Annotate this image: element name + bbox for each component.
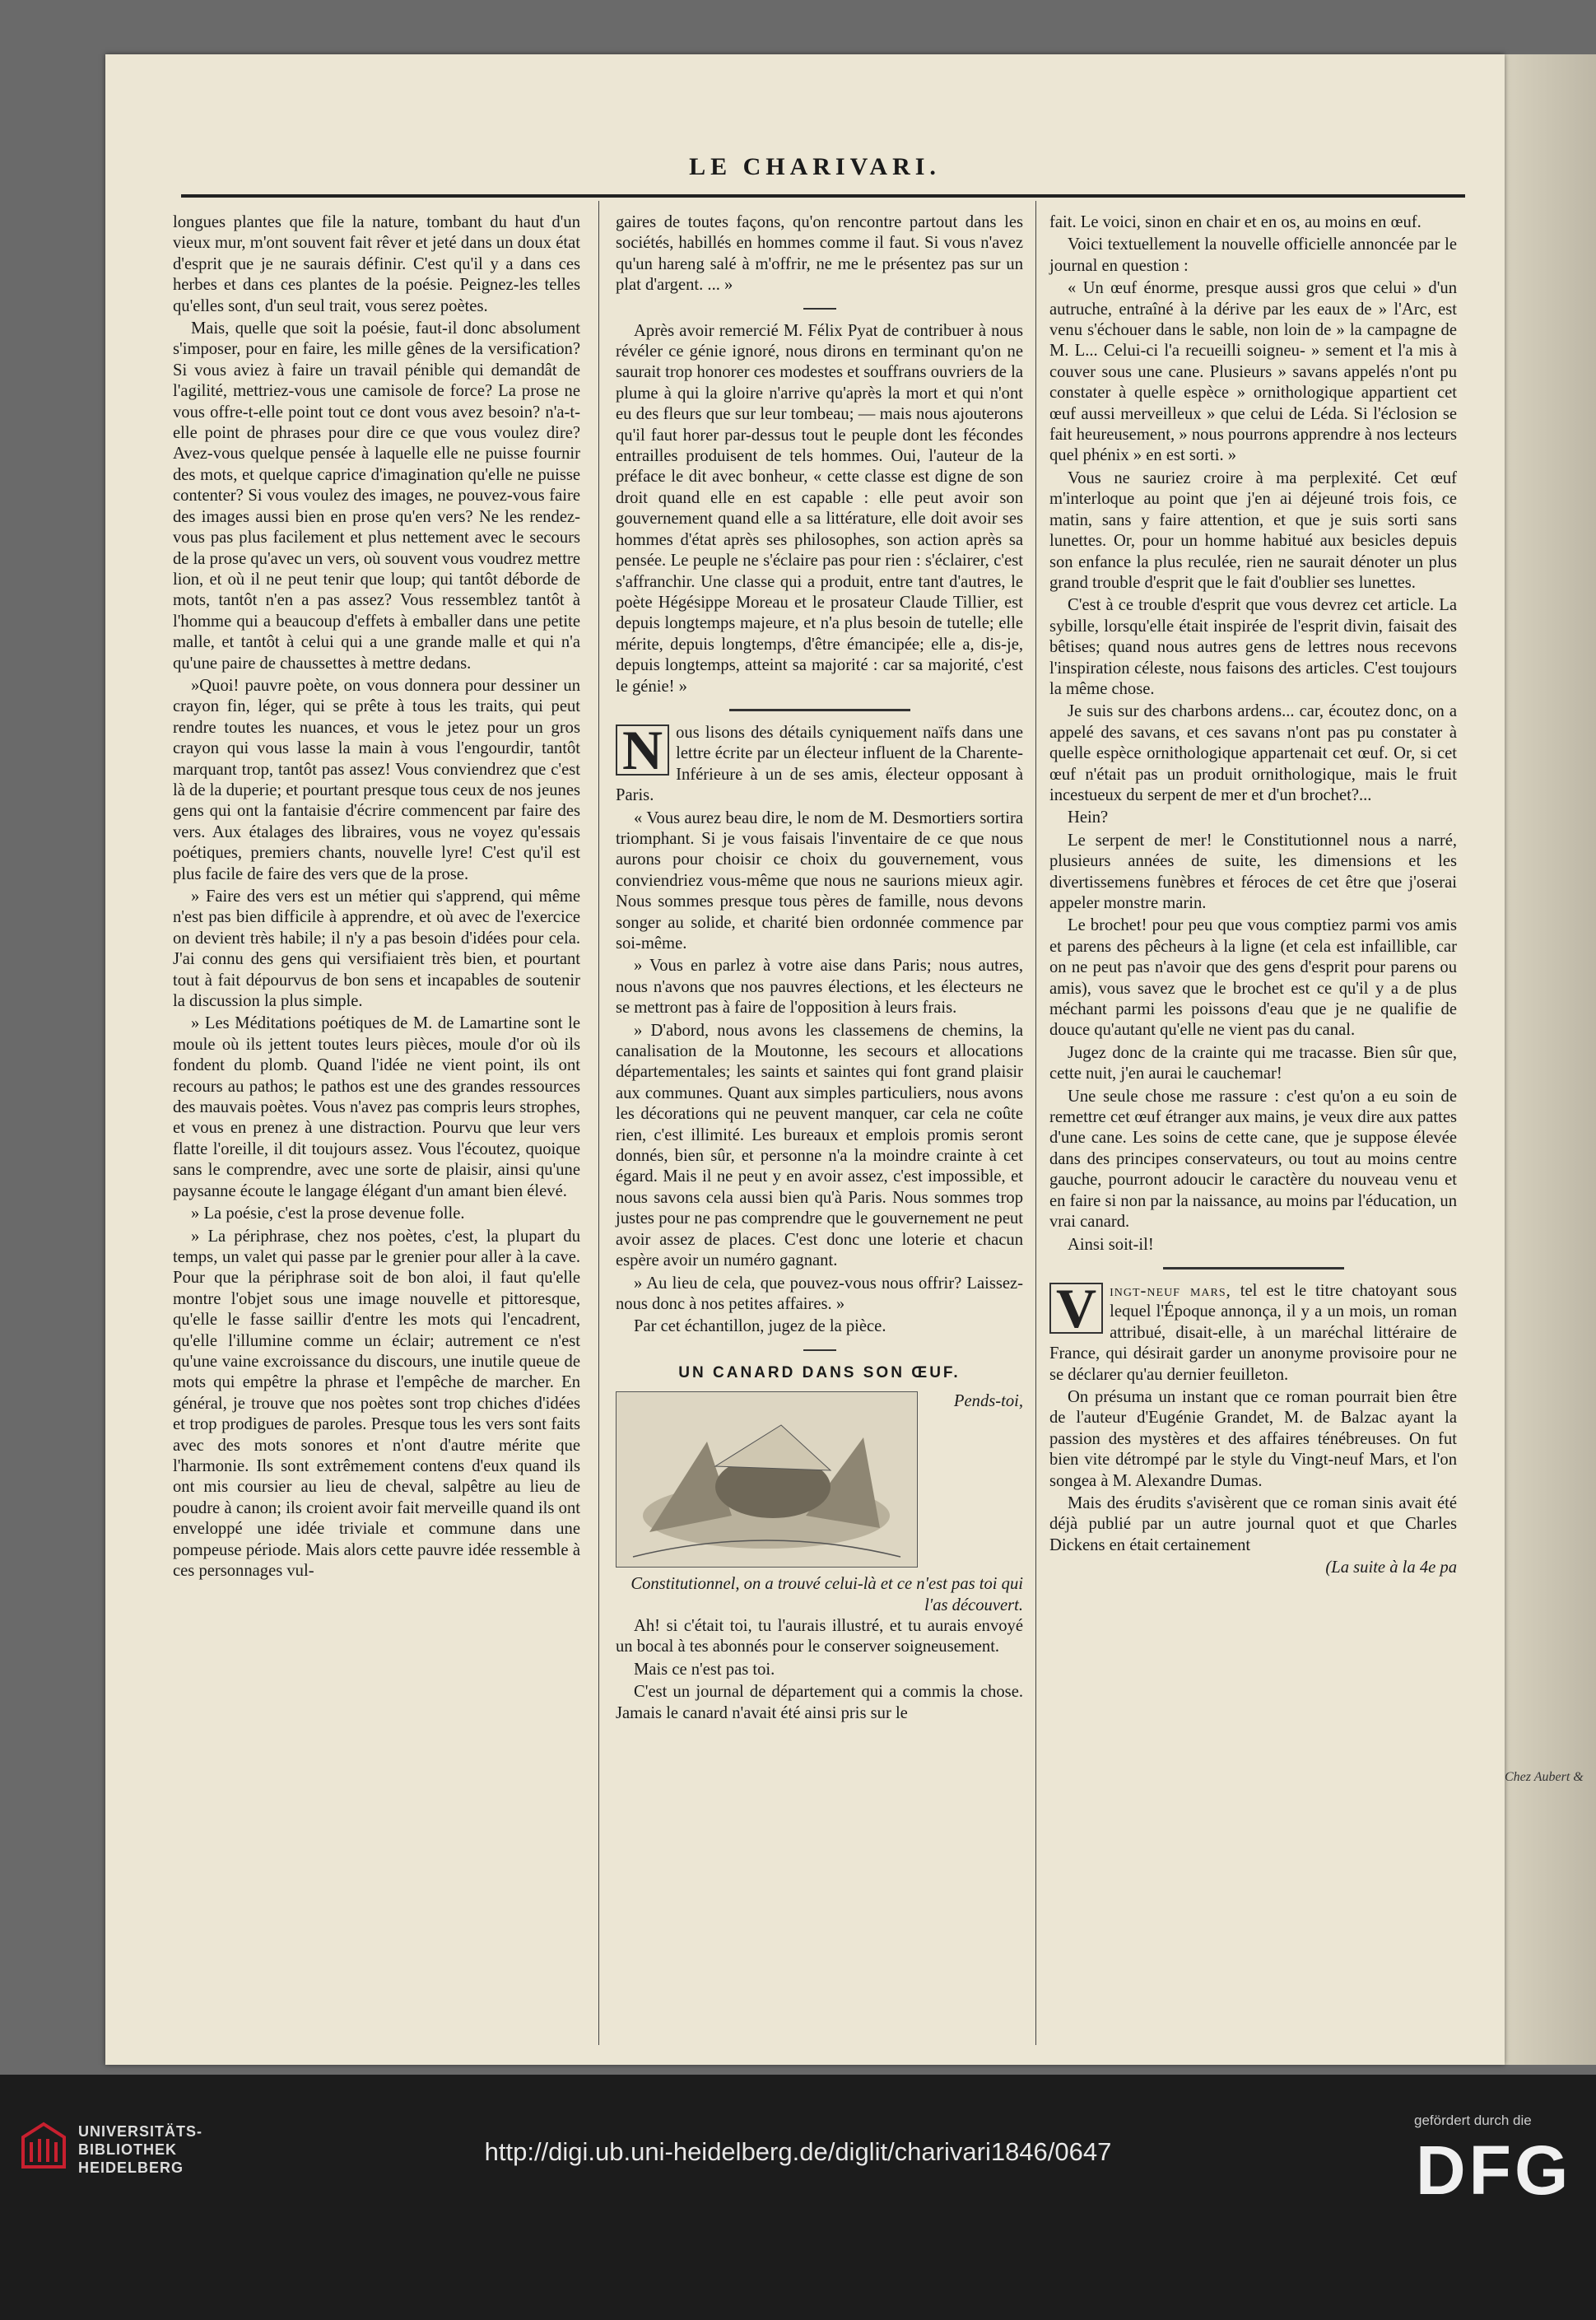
paragraph: Le brochet! pour peu que vous comptiez parmi vos amis et parens des pêcheurs à la ligne (et cela est infaillible, car on ne peut pas n'avoir que des gens d'esprit pour parens ou amis), vous savez que le brochet est ce qu'il y a de plus méchant parmi les poissons d'eau que je ne qualifie de douce qu'autant qu'elle ne vient pas du canal. bbox=[1049, 916, 1457, 1040]
paragraph: On présuma un instant que ce roman pourrait bien être de l'auteur d'Eugénie Grandet, M. de Balzac ayant la passion des mystères et des affaires ténébreuses. On fut bien vite détrompé par le style du Vingt-neuf Mars, et l'on songea à M. Alexandre Dumas. bbox=[1049, 1387, 1457, 1490]
egg-illustration bbox=[616, 1391, 918, 1568]
column-3 bbox=[1049, 212, 1457, 1581]
paragraph: Mais ce n'est pas toi. bbox=[634, 1660, 775, 1679]
section-title: UN CANARD DANS SON ŒUF. bbox=[678, 1363, 961, 1381]
paragraph: Voici textuellement la nouvelle officielle annoncée par le journal en question : bbox=[1049, 235, 1457, 275]
article-lead bbox=[616, 718, 1023, 807]
paragraph: » La poésie, c'est la prose devenue folle. bbox=[191, 1204, 465, 1223]
funding-label: gefördert durch die bbox=[1414, 2113, 1532, 2128]
separator bbox=[729, 709, 910, 711]
paragraph: longues plantes que file la nature, tombant du haut d'un vieux mur, m'ont souvent fait rêver et jeté dans un doux état d'esprit que je ne saurais définir. C'est qu'il y a dans ces herbes et dans ces plantes de la poésie. Peignez-les telles qu'elles sont, d'un seul trait, vous serez poètes. bbox=[173, 213, 580, 315]
paragraph: » Les Méditations poétiques de M. de Lamartine sont le moule où ils jettent toutes leurs pièces, moule d'or où ils fondent du plomb. Quand l'idée ne vient point, ils ont recours au pathos; le pathos est une des grandes ressources des mauvais poètes. Vous n'avez pas compris leurs strophes, et vous en prenez à une distraction. Pourvu que leur vers flatte l'oreille, il dit toujours assez. Vous l'écoutez, quoique sans le comprendre, avec une sorte de plaisir, ainsi qu'une paysanne écoute le langage élégant d'un amant bien élevé. bbox=[173, 1014, 580, 1200]
permalink-url[interactable]: http://digi.ub.uni-heidelberg.de/diglit/charivari1846/0647 bbox=[484, 2137, 1112, 2166]
paragraph: fait. Le voici, sinon en chair et en os, au moins en œuf. bbox=[1049, 213, 1422, 231]
paragraph: Vous ne sauriez croire à ma perplexité. Cet œuf m'interloque au point que j'en ai déjeuné trois fois, ce matin, sans y faire attention, et que je suis sorti sans lunettes. Or, pour un homme habitué aux besicles depuis son enfance la plus reculée, rien ne saurait dénoter un plus grand trouble d'esprit que le fait d'oublier ses lunettes. bbox=[1049, 468, 1457, 592]
paragraph: » Au lieu de cela, que pouvez-vous nous offrir? Laissez-nous donc à nos petites affaires. » bbox=[616, 1274, 1023, 1313]
paragraph: Après avoir remercié M. Félix Pyat de contribuer à nous révéler ce génie ignoré, nous dirons en terminant qu'on ne saurait trop honorer ces modestes et souffrans ouvriers de la plume à qui la gloire n'arrive qu'après la mort et qui n'ont eu des fleurs que sur leur tombeau; — mais nous ajouterons qu'il faut horer par-dessus tout le peuple dont les fécondes entrailles produisent de tels hommes. Oui, l'auteur de la préface le dit avec bonheur, « cette classe est digne de son droit quand elle en est capable : elle peut avoir son gouvernement quand elle a sa littérature, elle doit avoir ses hommes d'état après ses philosophes, son action après sa pensée. Le peuple ne s'éclaire pas pour rien : s'éclairer, c'est s'affranchir. Une classe qui a produit, entre tant d'autres, le poète Hégésippe Moreau et le prosateur Claude Tillier, est depuis longtemps majeure, et n'a plus besoin de tutelle; elle mérite, depuis longtemps, d'être émancipée; elle a, dis-je, depuis longtemps, atteint sa majorité : car sa majorité, c'est le génie! » bbox=[616, 321, 1023, 696]
lead-words: ingt-neuf mars, bbox=[1110, 1281, 1231, 1300]
column-2 bbox=[616, 212, 1023, 1726]
adjacent-page-strip bbox=[1496, 54, 1596, 2065]
paragraph: C'est à ce trouble d'esprit que vous devrez cet article. La sybille, lorsqu'elle était inspirée de l'esprit divin, faisait des bêtises; quand nous autres gens de lettres nous recevons l'inspiration céleste, nous faisons des articles. C'est toujours la même chose. bbox=[1049, 596, 1457, 698]
column-divider bbox=[1035, 201, 1036, 2045]
drop-cap: N bbox=[616, 724, 669, 776]
paragraph: » Faire des vers est un métier qui s'apprend, qui même n'est pas bien difficile à apprendre, et où avec de l'exercice on devient très habile; il n'y a pas besoin d'idées pour cela. J'ai connu des gens qui versifiaient très bien, et pourtant tout à fait dépourvus de bon sens et incapables de soutenir la discussion la plus simple. bbox=[173, 887, 580, 1011]
drop-cap: V bbox=[1049, 1283, 1103, 1334]
column-1 bbox=[173, 212, 580, 1583]
paragraph-text: tel est le titre chatoyant sous lequel l'Époque annonça, il y a un mois, un roman attribué, disait-elle, à un maréchal littéraire de France, qui désirait garder un anonyme provisoire pour ne se déclarer qu'au dernier feuilleton. bbox=[1049, 1281, 1457, 1384]
paragraph: » Vous en parlez à votre aise dans Paris; nous autres, nous n'avons que nos pauvres élections, et les électeurs ne se mettront pas à faire de l'opposition à leurs frais. bbox=[616, 957, 1023, 1018]
paragraph: »Quoi! pauvre poète, on vous donnera pour dessiner un crayon fin, léger, qui se prête à tous les traits, qui peut rendre toutes les nuances, et vous le jetez pour un gros crayon qui vous lasse la main à vous l'engourdir, tantôt marquant trop, tantôt pas assez! Vous conviendrez que c'est là de la duperie; et pourtant presque tous ceux de nos jeunes gens qui ont la fantaisie d'écrire commencent par faire des vers. Aux étalages des libraires, vous ne voyez qu'essais poétiques, premiers chants, nouvelle lyre! C'est qu'il est plus facile de faire des vers que de la prose. bbox=[173, 676, 580, 883]
illustration-block bbox=[616, 1391, 1023, 1616]
article-lead bbox=[1049, 1276, 1457, 1386]
masthead-title: LE CHARIVARI. bbox=[689, 153, 941, 180]
dfg-logo[interactable]: DFG bbox=[1416, 2131, 1572, 2209]
continuation-note: (La suite à la 4e pa bbox=[1325, 1558, 1457, 1577]
paragraph: Ainsi soit-il! bbox=[1068, 1235, 1154, 1254]
separator bbox=[803, 308, 836, 310]
paragraph: C'est un journal de département qui a commis la chose. Jamais le canard n'avait été ainsi pris sur le bbox=[616, 1683, 1023, 1722]
paragraph-text: ous lisons des détails cyniquement naïfs dans une lettre écrite par un électeur influent de la Charente-Inférieure à un de ses amis, électeur opposant à Paris. bbox=[616, 723, 1023, 805]
paragraph: gaires de toutes façons, qu'on rencontre partout dans les sociétés, habillés en hommes comme il faut. Si vous n'avez qu'un hareng salé à m'offrir, ne me le présentez pas sur un plat d'argent. ... » bbox=[616, 213, 1023, 295]
paragraph: Par cet échantillon, jugez de la pièce. bbox=[634, 1317, 886, 1336]
quoted-paragraph: « Un œuf énorme, presque aussi gros que celui » d'un autruche, entraîné à la dérive par les eaux de » l'Arc, est venu s'échouer dans le sable, non loin de » la campagne de M. L... Celui-ci l'a recueilli soigneu- » sement et l'a mis à couver sous une cane. Plusieurs » savans appelés n'ont pu constater à quelle espèce » ornithologique appartient cet œuf aussi merveilleux » que celui de Léda. Si l'éclosion se fait heureusement, » nous pourrons apprendre à nos lecteurs quel phénix » en est sorti. » bbox=[1049, 279, 1457, 465]
paragraph: Ah! si c'était toi, tu l'aurais illustré, et tu aurais envoyé un bocal à tes abonnés pour le conserver soigneusement. bbox=[616, 1616, 1023, 1656]
paragraph: Hein? bbox=[1068, 808, 1109, 827]
paragraph: » La périphrase, chez nos poètes, c'est, la plupart du temps, un valet qui passe par le grenier pour aller à la cave. Pour que la périphrase soit de bon aloi, il faut qu'elle montre l'objet sous une image nouvelle et pittoresque, qu'elle le fasse saillir d'entre les mots qui l'encadrent, qu'elle l'illumine comme un éclair; autrement ce n'est qu'une vaine excroissance du discours, une inutile queue de mots qui empêtre la phrase et l'empêche de marcher. En général, je trouve que nos poètes sont trop chiches d'idées et trop prodigues de paroles. Presque tous les vers sont faits avec des mots sonores et n'ont d'autre mérite que l'harmonie. Ils sont extrêmement contens d'eux quand ils ont mis coursier au lieu de cheval, salpêtre au lieu de poudre à canon; ils croient avoir fait merveille quand ils ont enveloppé une idée triviale et commune dans une pompeuse période. Mais alors cette pauvre idée ressemble à ces personnages vul- bbox=[173, 1227, 580, 1580]
paragraph: Mais, quelle que soit la poésie, faut-il donc absolument s'imposer, pour en faire, les mille gênes de la versification? Si vous aviez à faire un travail pénible qui demandât de l'agilité, mettriez-vous une camisole de force? La prose ne vous offre-t-elle point tout ce dont vous avez besoin? n'a-t-elle point de phrases pour dire ce que vous voulez dire? Avez-vous quelque pensée à laquelle elle ne puisse fournir des mots, et quelque caprice d'imagination qu'elle ne puisse contenter? Si vous voulez des images, ne pouvez-vous faire des images aussi bien en prose qu'en vers? Ne les rendez-vous pas plus facilement et plus nettement avec le secours de la prose qu'avec un vers, où souvent vous voudrez mettre lion, et où il ne peut tenir que loup; qui tantôt déborde de mots, tantôt n'en a pas assez? Vous ressemblez tantôt à l'homme qui a beaucoup d'effets à emballer dans une petite malle, et tantôt à celui qui a une grande malle et qui n'a qu'une paire de chaussettes à mettre dedans. bbox=[173, 319, 580, 673]
paragraph: Je suis sur des charbons ardens... car, écoutez donc, on a appelé des savans, et ces savans n'ont pas pu constater à quelle espèce ornithologique appartenait cet œuf. Or, si cet œuf n'était pas un produit ornithologique, mais le fruit incestueux du serpent de mer et d'un brochet?... bbox=[1049, 702, 1457, 804]
separator bbox=[1163, 1267, 1344, 1269]
separator bbox=[803, 1349, 836, 1351]
paragraph: » D'abord, nous avons les classemens de chemins, la canalisation de la Moutonne, les secours et allocations départementales; les saints et saintes qui font grand plaisir aux communes. Quant aux simples particuliers, nous avons les décorations qui ne peuvent manquer, car cela ne coûte rien, c'est illimité. Les bureaux et emplois promis seront donnés, bien sûr, et personne n'a la moindre crainte à cet égard. Mais il ne peut y en avoir assez, c'est impossible, et nous savons cela aussi bien qu'à Paris. Nous sommes trop justes pour ne pas comprendre que le gouvernement ne peut avoir assez de places. C'est donc une loterie et chacun espère avoir un numéro gagnant. bbox=[616, 1021, 1023, 1270]
masthead-rule bbox=[181, 194, 1465, 198]
adjacent-page-text: Chez Aubert & bbox=[1505, 1770, 1584, 1784]
library-name: UNIVERSITÄTS- BIBLIOTHEK HEIDELBERG bbox=[78, 2123, 203, 2176]
paragraph: « Vous aurez beau dire, le nom de M. Desmortiers sortira triomphant. Si je vous faisais l'inventaire de ce que nous aurons pour choisir ce choix du gouvernement, vous conviendriez vous-même que nous ne saurions mieux agir. Nous sommes presque tous pères de famille, nous devons songer au solide, et charité bien ordonnée commence par soi-même. bbox=[616, 808, 1023, 953]
paragraph: Une seule chose me rassure : c'est qu'on a eu soin de remettre cet œuf étranger aux mains, je veux dire aux pattes d'une cane. Les soins de cette cane, que je suppose élevée dans des principes conservateurs, ou tout au moins centre gauche, pourront adoucir le caractère du nouveau venu et en faire si non par la naissance, au moins par l'éducation, un vrai canard. bbox=[1049, 1087, 1457, 1232]
paragraph: Le serpent de mer! le Constitutionnel nous a narré, plusieurs années de suite, les dimensions et les divertissemens funèbres et féroces de cet être que j'oserai appeler monstre marin. bbox=[1049, 831, 1457, 912]
paragraph: Jugez donc de la crainte qui me tracasse. Bien sûr que, cette nuit, j'en aurai le cauchemar! bbox=[1049, 1043, 1457, 1083]
illustration-caption: Pends-toi, Constitutionnel, on a trouvé celui-là et ce n'est pas toi qui l'as découvert. bbox=[630, 1392, 1023, 1614]
paragraph: Mais des érudits s'avisèrent que ce roman sinis avait été déjà publié par un autre journal quot et que Charles Dickens en était certainement bbox=[1049, 1493, 1457, 1554]
column-divider bbox=[598, 201, 599, 2045]
viewer-footer bbox=[0, 2075, 1596, 2320]
